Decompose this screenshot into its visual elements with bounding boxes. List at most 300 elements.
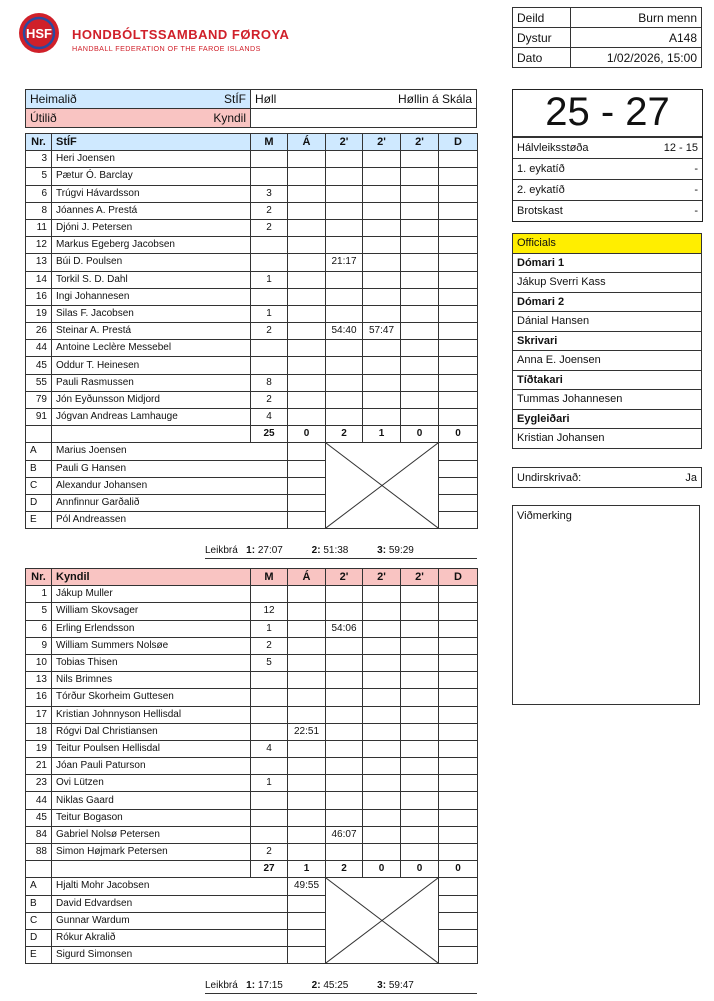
- total-d: 0: [439, 861, 478, 878]
- col-header-warning: Á: [288, 569, 326, 586]
- player-stat-s3: [401, 271, 439, 288]
- col-header-goals: M: [251, 134, 288, 151]
- official-name: Jákup Sverri Kass: [513, 273, 702, 293]
- player-stat-s3: [401, 340, 439, 357]
- info-value: A148: [570, 28, 701, 48]
- player-stat-a: [288, 202, 326, 219]
- player-stat-d: [439, 672, 478, 689]
- team-official-disq: [439, 477, 478, 494]
- col-header-goals: M: [251, 569, 288, 586]
- score-row-value: -: [636, 201, 702, 222]
- player-row: [26, 168, 478, 185]
- team-official-disq: [439, 443, 478, 460]
- player-stat-a: [288, 219, 326, 236]
- player-stat-d: [439, 151, 478, 168]
- player-stat-s3: [401, 826, 439, 843]
- away-team-cell: [26, 109, 251, 128]
- player-stat-m: [251, 809, 288, 826]
- player-stat-m: [251, 168, 288, 185]
- player-stat-s3: [401, 809, 439, 826]
- player-stat-s2: [363, 637, 401, 654]
- player-stat-s1: [326, 185, 363, 202]
- player-number: 17: [26, 706, 52, 723]
- total-d: 0: [439, 426, 478, 443]
- player-number: 19: [26, 305, 52, 322]
- official-code: B: [26, 895, 52, 912]
- player-stat-s3: [401, 672, 439, 689]
- player-stat-a: [288, 305, 326, 322]
- signed-value: Ja: [685, 471, 697, 484]
- player-stat-s1: [326, 340, 363, 357]
- team-official-row: [26, 443, 478, 460]
- player-stat-s2: [363, 706, 401, 723]
- official-role: Dómari 1: [513, 253, 702, 273]
- player-stat-a: [288, 374, 326, 391]
- player-stat-m: 3: [251, 185, 288, 202]
- federation-subtitle: HANDBALL FEDERATION OF THE FAROE ISLANDS: [72, 44, 261, 53]
- player-stat-a: [288, 586, 326, 603]
- player-stat-s2: [363, 723, 401, 740]
- score-row-label: 1. eykatíð: [513, 159, 636, 180]
- col-header-suspension-2: 2': [363, 569, 401, 586]
- col-header-disq: D: [439, 569, 478, 586]
- player-number: 11: [26, 219, 52, 236]
- player-stat-d: [439, 219, 478, 236]
- player-number: 84: [26, 826, 52, 843]
- player-name: Antoine Leclère Messebel: [52, 340, 251, 357]
- officials-title: Officials: [513, 234, 702, 254]
- team-official-disq: [439, 895, 478, 912]
- player-stat-m: [251, 288, 288, 305]
- player-stat-m: [251, 826, 288, 843]
- player-stat-s2: [363, 758, 401, 775]
- player-stat-d: [439, 809, 478, 826]
- home-team-cell: [26, 90, 251, 109]
- player-stat-s3: [401, 237, 439, 254]
- player-stat-a: [288, 826, 326, 843]
- player-stat-s3: [401, 323, 439, 340]
- player-stat-s3: [401, 603, 439, 620]
- player-stat-s3: [401, 185, 439, 202]
- away-player-table: [25, 568, 478, 964]
- player-number: 44: [26, 792, 52, 809]
- player-stat-s3: [401, 288, 439, 305]
- player-stat-m: 2: [251, 637, 288, 654]
- signed-label: Undirskrivað:: [517, 471, 582, 484]
- player-stat-m: 8: [251, 374, 288, 391]
- player-number: 5: [26, 603, 52, 620]
- player-name: Teitur Poulsen Hellisdal: [52, 740, 251, 757]
- home-timeouts: [205, 545, 414, 556]
- timeout-1: 17:15: [257, 980, 283, 991]
- player-stat-s2: [363, 844, 401, 861]
- player-stat-m: 2: [251, 202, 288, 219]
- player-name: Jákup Muller: [52, 586, 251, 603]
- team-official-name: Pól Andreassen: [52, 512, 288, 529]
- player-name: Rógvi Dal Christiansen: [52, 723, 251, 740]
- player-name: Ovi Lützen: [52, 775, 251, 792]
- player-stat-s3: [401, 219, 439, 236]
- player-stat-s3: [401, 586, 439, 603]
- player-stat-s1: [326, 637, 363, 654]
- player-stat-s1: [326, 758, 363, 775]
- player-stat-m: [251, 254, 288, 271]
- player-stat-s1: [326, 672, 363, 689]
- official-name: Kristian Johansen: [513, 429, 702, 449]
- official-name: Dánial Hansen: [513, 312, 702, 332]
- player-stat-a: 22:51: [288, 723, 326, 740]
- player-stat-d: [439, 844, 478, 861]
- player-stat-d: [439, 792, 478, 809]
- player-number: 5: [26, 168, 52, 185]
- player-stat-d: [439, 288, 478, 305]
- team-official-warning: [288, 929, 326, 946]
- player-stat-m: [251, 706, 288, 723]
- player-row: [26, 654, 478, 671]
- player-row: [26, 672, 478, 689]
- team-official-disq: [439, 460, 478, 477]
- teams-table: [25, 89, 477, 128]
- score-row-value: -: [636, 180, 702, 201]
- col-header-suspension-2: 2': [363, 134, 401, 151]
- player-number: 8: [26, 202, 52, 219]
- player-name: Silas F. Jacobsen: [52, 305, 251, 322]
- player-number: 18: [26, 723, 52, 740]
- player-stat-s2: [363, 237, 401, 254]
- player-row: [26, 219, 478, 236]
- total-s3: 0: [401, 426, 439, 443]
- remark-box: [512, 505, 700, 705]
- player-number: 1: [26, 586, 52, 603]
- official-code: A: [26, 878, 52, 895]
- player-number: 55: [26, 374, 52, 391]
- player-number: 6: [26, 620, 52, 637]
- player-stat-m: 1: [251, 620, 288, 637]
- total-s1: 2: [326, 426, 363, 443]
- player-stat-a: [288, 758, 326, 775]
- player-number: 44: [26, 340, 52, 357]
- player-name: Ingi Johannesen: [52, 288, 251, 305]
- team-official-name: Hjalti Mohr Jacobsen: [52, 878, 288, 895]
- player-row: [26, 809, 478, 826]
- player-name: Niklas Gaard: [52, 792, 251, 809]
- col-header-suspension-1: 2': [326, 569, 363, 586]
- team-official-warning: [288, 494, 326, 511]
- col-header-nr: Nr.: [26, 134, 52, 151]
- totals-row: [26, 861, 478, 878]
- player-stat-s1: 54:06: [326, 620, 363, 637]
- player-stat-a: [288, 706, 326, 723]
- timeout-1: 27:07: [257, 545, 283, 556]
- player-name: Tobias Thisen: [52, 654, 251, 671]
- federation-logo-icon: [18, 12, 60, 54]
- player-name: Trúgvi Hávardsson: [52, 185, 251, 202]
- team-official-disq: [439, 912, 478, 929]
- player-number: 19: [26, 740, 52, 757]
- player-name: Simon Højmark Petersen: [52, 844, 251, 861]
- team-official-warning: [288, 895, 326, 912]
- col-header-suspension-1: 2': [326, 134, 363, 151]
- player-stat-a: [288, 288, 326, 305]
- timeout-3-label: 3:: [377, 545, 387, 556]
- player-number: 16: [26, 689, 52, 706]
- player-row: [26, 271, 478, 288]
- col-header-suspension-3: 2': [401, 569, 439, 586]
- timeout-1-label: 1:: [246, 545, 256, 556]
- score-row-label: Brotskast: [513, 201, 636, 222]
- player-number: 3: [26, 151, 52, 168]
- player-stat-s3: [401, 151, 439, 168]
- player-stat-s3: [401, 409, 439, 426]
- logo-letters: HSF: [26, 26, 52, 41]
- player-stat-a: [288, 603, 326, 620]
- team-official-warning: [288, 477, 326, 494]
- player-row: [26, 409, 478, 426]
- player-name: Heri Joensen: [52, 151, 251, 168]
- player-name: Torkil S. D. Dahl: [52, 271, 251, 288]
- player-number: 14: [26, 271, 52, 288]
- player-row: [26, 689, 478, 706]
- player-stat-s1: [326, 689, 363, 706]
- official-code: E: [26, 947, 52, 964]
- official-role: Tíðtakari: [513, 370, 702, 390]
- player-stat-s2: [363, 620, 401, 637]
- score-row-label: 2. eykatíð: [513, 180, 636, 201]
- player-number: 13: [26, 254, 52, 271]
- player-stat-s3: [401, 792, 439, 809]
- player-stat-s1: [326, 809, 363, 826]
- player-name: Búi D. Poulsen: [52, 254, 251, 271]
- team-official-warning: [288, 512, 326, 529]
- player-stat-d: [439, 775, 478, 792]
- team-official-warning: [288, 460, 326, 477]
- player-number: 13: [26, 672, 52, 689]
- timeouts-label: Leikbrá: [205, 545, 238, 556]
- player-stat-a: [288, 740, 326, 757]
- player-stat-m: 2: [251, 391, 288, 408]
- player-stat-s3: [401, 844, 439, 861]
- col-header-nr: Nr.: [26, 569, 52, 586]
- player-stat-m: [251, 340, 288, 357]
- player-stat-m: [251, 792, 288, 809]
- team-official-warning: [288, 912, 326, 929]
- player-stat-s2: [363, 775, 401, 792]
- team-official-name: Marius Joensen: [52, 443, 288, 460]
- player-stat-d: [439, 237, 478, 254]
- player-stat-s3: [401, 202, 439, 219]
- player-row: [26, 637, 478, 654]
- player-number: 88: [26, 844, 52, 861]
- player-row: [26, 723, 478, 740]
- player-stat-s2: [363, 185, 401, 202]
- player-number: 16: [26, 288, 52, 305]
- team-official-row: [26, 878, 478, 895]
- player-stat-s2: [363, 672, 401, 689]
- info-label: Dystur: [513, 28, 571, 48]
- official-name: Tummas Johannesen: [513, 390, 702, 410]
- player-stat-s3: [401, 620, 439, 637]
- player-stat-d: [439, 409, 478, 426]
- player-stat-s1: [326, 775, 363, 792]
- player-stat-s2: [363, 271, 401, 288]
- remark-label: Viðmerking: [517, 510, 572, 522]
- player-stat-d: [439, 340, 478, 357]
- player-row: [26, 775, 478, 792]
- player-stat-s1: [326, 391, 363, 408]
- player-row: [26, 374, 478, 391]
- total-s3: 0: [401, 861, 439, 878]
- timeout-3: 59:29: [388, 545, 414, 556]
- official-code: C: [26, 477, 52, 494]
- player-stat-d: [439, 254, 478, 271]
- timeout-2-label: 2:: [311, 545, 321, 556]
- player-name: Gabriel Nolsø Petersen: [52, 826, 251, 843]
- player-stat-s2: [363, 202, 401, 219]
- home-label: Heimalið: [30, 92, 77, 106]
- player-name: Jón Eyðunsson Midjord: [52, 391, 251, 408]
- player-stat-a: [288, 391, 326, 408]
- timeout-2: 51:38: [323, 545, 349, 556]
- signed-cell: [513, 468, 702, 488]
- player-number: 26: [26, 323, 52, 340]
- player-name: Pætur Ó. Barclay: [52, 168, 251, 185]
- player-stat-s1: [326, 288, 363, 305]
- score-row-value: 12 - 15: [636, 138, 702, 159]
- player-number: 9: [26, 637, 52, 654]
- timeout-3-label: 3:: [377, 980, 387, 991]
- timeout-2-label: 2:: [311, 980, 321, 991]
- player-row: [26, 254, 478, 271]
- player-stat-d: [439, 723, 478, 740]
- player-stat-s2: [363, 826, 401, 843]
- col-header-warning: Á: [288, 134, 326, 151]
- total-m: 27: [251, 861, 288, 878]
- crossed-out-cell: [326, 878, 439, 964]
- official-code: B: [26, 460, 52, 477]
- player-row: [26, 620, 478, 637]
- player-stat-a: [288, 323, 326, 340]
- player-stat-a: [288, 809, 326, 826]
- player-stat-m: [251, 689, 288, 706]
- player-stat-a: [288, 168, 326, 185]
- player-row: [26, 151, 478, 168]
- player-stat-m: 1: [251, 775, 288, 792]
- player-stat-a: [288, 185, 326, 202]
- table-header-row: [26, 134, 478, 151]
- player-stat-s1: [326, 305, 363, 322]
- player-stat-s1: 21:17: [326, 254, 363, 271]
- info-label: Deild: [513, 8, 571, 28]
- player-stat-s1: [326, 706, 363, 723]
- player-name: William Skovsager: [52, 603, 251, 620]
- player-stat-m: 1: [251, 305, 288, 322]
- player-number: 23: [26, 775, 52, 792]
- player-name: Erling Erlendsson: [52, 620, 251, 637]
- player-number: 45: [26, 809, 52, 826]
- player-stat-m: 2: [251, 844, 288, 861]
- team-official-warning: [288, 443, 326, 460]
- col-header-suspension-3: 2': [401, 134, 439, 151]
- player-stat-s3: [401, 775, 439, 792]
- player-stat-a: [288, 844, 326, 861]
- player-stat-s1: 46:07: [326, 826, 363, 843]
- player-stat-a: [288, 254, 326, 271]
- away-timeouts: [205, 980, 414, 991]
- player-name: Kristian Johnnyson Hellisdal: [52, 706, 251, 723]
- player-row: [26, 792, 478, 809]
- player-stat-d: [439, 586, 478, 603]
- player-stat-s1: [326, 374, 363, 391]
- player-row: [26, 603, 478, 620]
- player-stat-s2: 57:47: [363, 323, 401, 340]
- player-stat-s3: [401, 637, 439, 654]
- player-stat-s1: [326, 357, 363, 374]
- player-stat-s3: [401, 758, 439, 775]
- score-details: [513, 137, 702, 221]
- player-stat-s1: [326, 603, 363, 620]
- team-official-disq: [439, 947, 478, 964]
- player-stat-s3: [401, 706, 439, 723]
- player-stat-s1: [326, 654, 363, 671]
- player-row: [26, 202, 478, 219]
- player-stat-a: [288, 775, 326, 792]
- player-stat-a: [288, 357, 326, 374]
- player-stat-d: [439, 305, 478, 322]
- col-header-team: StÍF: [52, 134, 251, 151]
- away-label: Útilið: [30, 111, 57, 125]
- player-number: 45: [26, 357, 52, 374]
- official-code: E: [26, 512, 52, 529]
- team-official-disq: [439, 929, 478, 946]
- player-stat-s1: [326, 409, 363, 426]
- player-stat-a: [288, 689, 326, 706]
- player-stat-d: [439, 637, 478, 654]
- player-stat-s2: [363, 391, 401, 408]
- player-number: 21: [26, 758, 52, 775]
- total-s1: 2: [326, 861, 363, 878]
- home-name: StÍF: [223, 92, 246, 106]
- player-row: [26, 185, 478, 202]
- player-stat-s1: [326, 151, 363, 168]
- total-a: 0: [288, 426, 326, 443]
- col-header-disq: D: [439, 134, 478, 151]
- player-stat-s2: [363, 374, 401, 391]
- player-stat-d: [439, 374, 478, 391]
- official-role: Dómari 2: [513, 292, 702, 312]
- player-number: 91: [26, 409, 52, 426]
- venue-empty-cell: [251, 109, 477, 128]
- team-official-disq: [439, 494, 478, 511]
- official-code: D: [26, 494, 52, 511]
- player-stat-m: 2: [251, 219, 288, 236]
- timeouts-label: Leikbrá: [205, 980, 238, 991]
- player-stat-d: [439, 185, 478, 202]
- player-stat-d: [439, 357, 478, 374]
- player-row: [26, 305, 478, 322]
- player-stat-s1: [326, 844, 363, 861]
- player-stat-s3: [401, 740, 439, 757]
- player-number: 79: [26, 391, 52, 408]
- player-number: 10: [26, 654, 52, 671]
- player-stat-s1: [326, 740, 363, 757]
- player-stat-s2: [363, 603, 401, 620]
- team-official-name: Sigurd Simonsen: [52, 947, 288, 964]
- team-official-warning: [288, 947, 326, 964]
- player-stat-d: [439, 271, 478, 288]
- player-name: Jóannes A. Prestá: [52, 202, 251, 219]
- player-stat-s1: [326, 168, 363, 185]
- info-value: Burn menn: [570, 8, 701, 28]
